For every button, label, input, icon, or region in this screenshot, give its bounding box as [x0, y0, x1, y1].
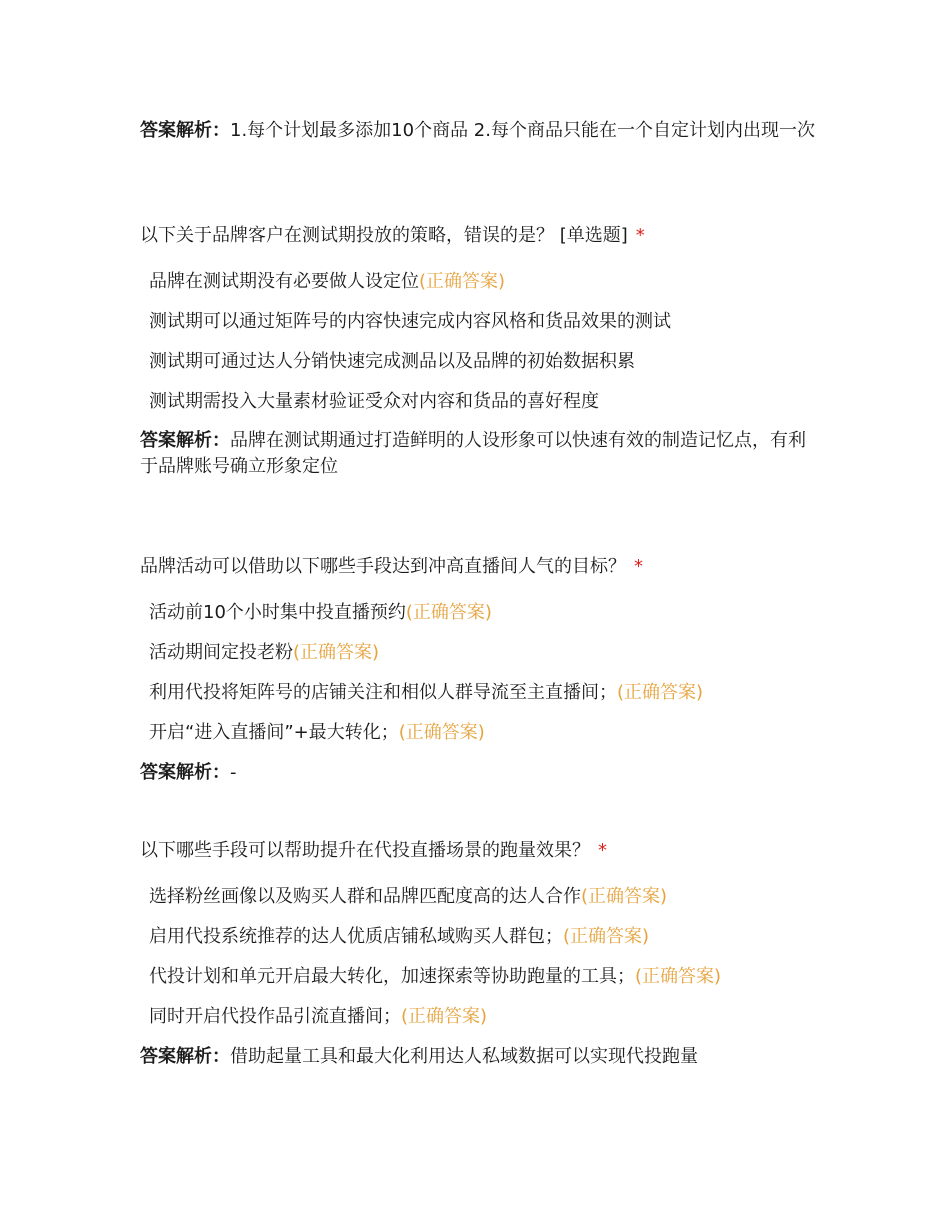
correct-answer-tag: (正确答案)	[419, 271, 506, 292]
q2-option-4[interactable]	[149, 720, 485, 746]
option-text: 测试期可通过达人分销快速完成测品以及品牌的初始数据积累	[149, 351, 635, 372]
question-text: 以下哪些手段可以帮助提升在代投直播场景的跑量效果？	[140, 840, 590, 861]
option-text: 选择粉丝画像以及购买人群和品牌匹配度高的达人合作	[149, 886, 581, 907]
correct-answer-tag: (正确答案)	[581, 886, 668, 907]
required-mark: *	[598, 840, 607, 861]
q1-analysis	[140, 428, 820, 480]
q3-analysis	[140, 1044, 820, 1070]
analysis-label: 答案解析：	[140, 1046, 230, 1067]
q2-option-3[interactable]	[149, 680, 703, 706]
correct-answer-tag: (正确答案)	[563, 926, 650, 947]
correct-answer-tag: (正确答案)	[398, 722, 485, 743]
analysis-text: -	[230, 762, 237, 783]
intro-analysis	[140, 118, 820, 144]
question-1	[140, 223, 820, 249]
analysis-text: 借助起量工具和最大化利用达人私域数据可以实现代投跑量	[230, 1046, 698, 1067]
option-text: 测试期可以通过矩阵号的内容快速完成内容风格和货品效果的测试	[149, 311, 671, 332]
question-3	[140, 838, 820, 864]
option-text: 测试期需投入大量素材验证受众对内容和货品的喜好程度	[149, 391, 599, 412]
option-text: 品牌在测试期没有必要做人设定位	[149, 271, 419, 292]
analysis-label: 答案解析：	[140, 120, 230, 141]
question-2	[140, 554, 820, 580]
required-mark: *	[634, 556, 643, 577]
option-text: 启用代投系统推荐的达人优质店铺私域购买人群包；	[149, 926, 563, 947]
option-text: 活动期间定投老粉	[149, 642, 293, 663]
correct-answer-tag: (正确答案)	[401, 1006, 488, 1027]
option-text: 利用代投将矩阵号的店铺关注和相似人群导流至主直播间；	[149, 682, 617, 703]
question-text: 以下关于品牌客户在测试期投放的策略，错误的是？ [单选题]	[140, 225, 628, 246]
option-text: 代投计划和单元开启最大转化，加速探索等协助跑量的工具；	[149, 966, 635, 987]
analysis-label: 答案解析：	[140, 762, 230, 783]
analysis-label: 答案解析：	[140, 430, 230, 451]
q3-option-1[interactable]	[149, 884, 667, 910]
q2-option-2[interactable]	[149, 640, 379, 666]
q3-option-3[interactable]	[149, 964, 721, 990]
correct-answer-tag: (正确答案)	[405, 602, 492, 623]
option-text: 活动前10个小时集中投直播预约	[149, 602, 406, 623]
required-mark: *	[635, 225, 645, 246]
q1-option-2[interactable]	[149, 309, 671, 335]
analysis-text: 品牌在测试期通过打造鲜明的人设形象可以快速有效的制造记忆点，有利于品牌账号确立形象定位	[140, 430, 806, 477]
q1-option-3[interactable]	[149, 349, 635, 375]
option-text: 开启“进入直播间”+最大转化；	[149, 722, 399, 743]
question-text: 品牌活动可以借助以下哪些手段达到冲高直播间人气的目标？	[140, 556, 626, 577]
q1-option-1[interactable]	[149, 269, 505, 295]
option-text: 同时开启代投作品引流直播间；	[149, 1006, 401, 1027]
q3-option-4[interactable]	[149, 1004, 487, 1030]
correct-answer-tag: (正确答案)	[617, 682, 704, 703]
q3-option-2[interactable]	[149, 924, 649, 950]
q2-option-1[interactable]	[149, 600, 492, 626]
correct-answer-tag: (正确答案)	[635, 966, 722, 987]
analysis-text: 1.每个计划最多添加10个商品 2.每个商品只能在一个自定计划内出现一次	[230, 120, 815, 141]
q1-option-4[interactable]	[149, 389, 599, 415]
correct-answer-tag: (正确答案)	[293, 642, 380, 663]
q2-analysis	[140, 760, 820, 786]
